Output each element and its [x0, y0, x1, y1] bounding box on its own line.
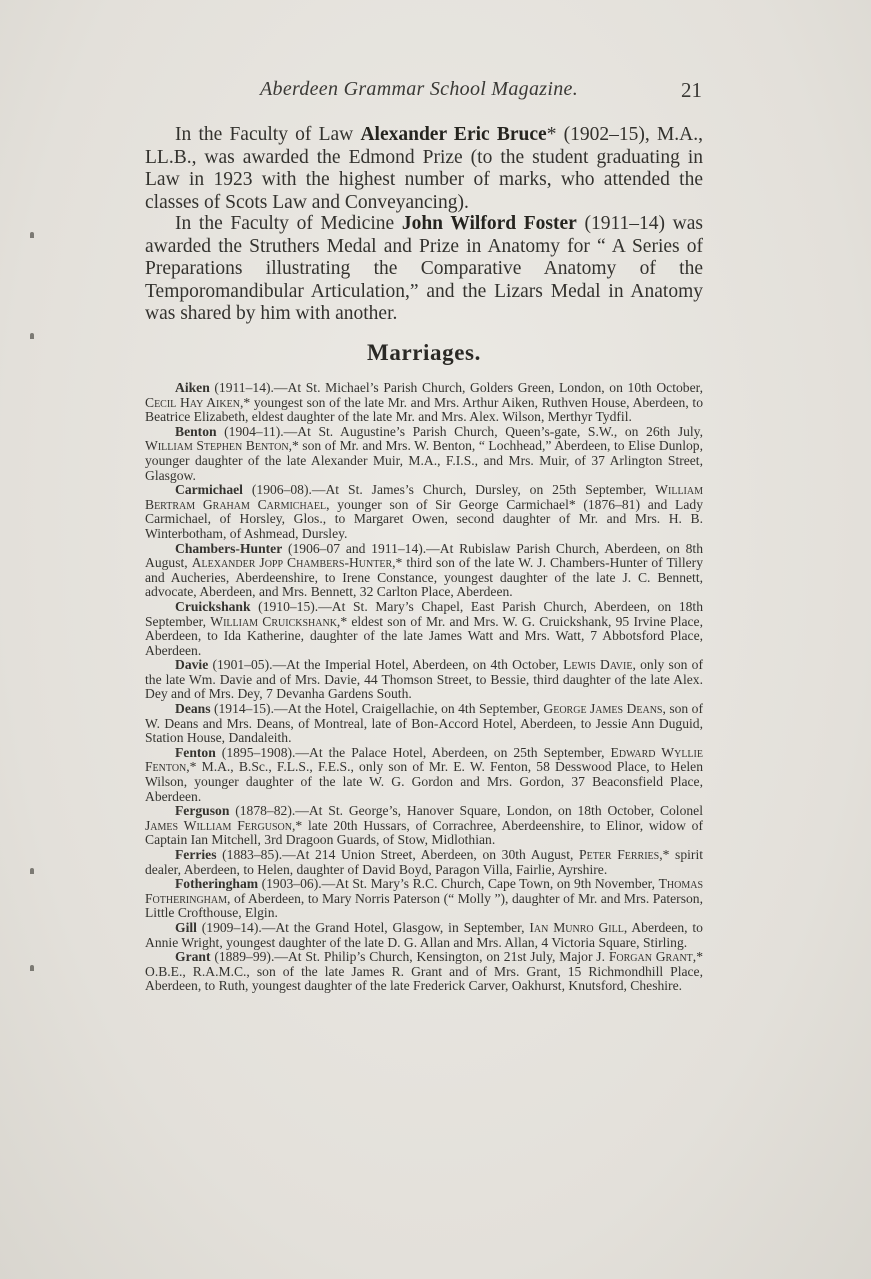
page-number: 21: [681, 78, 702, 102]
entry-surname: Aiken: [175, 380, 210, 395]
entry-fullname: Edward Wyllie Fenton: [145, 744, 703, 775]
entry-surname: Chambers-Hunter: [175, 540, 283, 556]
entry-surname: Cruickshank: [175, 598, 251, 614]
entry-fullname: Lewis Davie: [563, 657, 633, 673]
entry-fullname: James William Ferguson: [145, 817, 293, 833]
entry-fullname: Forgan Grant: [608, 949, 693, 965]
entry-surname: Benton: [175, 423, 217, 439]
section-title: Marriages.: [367, 340, 481, 365]
honoree-name: Alexander Eric Bruce: [360, 124, 547, 145]
entry-fullname: Thomas Fotheringham: [145, 876, 703, 906]
honoree-name: John Wilford Foster: [401, 213, 577, 234]
running-title: Aberdeen Grammar School Magazine.: [260, 78, 578, 100]
margin-mark: [30, 232, 34, 238]
entry-surname: Fotheringham: [175, 876, 259, 892]
marriage-entry: Benton (1904–11).—At St. Augustine’s Parish Church, Queen’s-gate, S.W., on 26th July, William Stephen Benton,* son of Mr. and Mrs. W. Benton, “ Lochhead,” Aberdeen, to Elise Dunlop, younger daughter of the late Alexander Muir, M.A., F.I.S., and Mrs. Muir, of 37 Arlington Street, Glasgow.: [145, 423, 703, 483]
entry-fullname: Ian Munro Gill: [529, 919, 624, 935]
entry-fullname: William Stephen Benton: [145, 438, 289, 454]
marriage-entry: Gill (1909–14).—At the Grand Hotel, Glasgow, in September, Ian Munro Gill, Aberdeen, to Annie Wright, youngest daughter of the late D. G. Allan and Mrs. Allan, 4 Victoria Square, Stirling.: [145, 919, 703, 950]
entry-surname: Ferries: [175, 847, 217, 862]
entry-fullname: William Bertram Graham Carmichael: [145, 482, 703, 512]
marriages-list: [145, 381, 703, 994]
entry-surname: Grant: [175, 949, 211, 965]
entry-surname: Fenton: [175, 744, 216, 760]
marriage-entry: Fotheringham (1903–06).—At St. Mary’s R.C. Church, Cape Town, on 9th November, Thomas Fotheringham, of Aberdeen, to Mary Norris Paterson (“ Molly ”), daughter of Mr. and Mrs. Paterson, Little Crofthouse, Elgin.: [145, 876, 703, 921]
running-header: [252, 78, 704, 104]
marriage-entry: Fenton (1895–1908).—At the Palace Hotel, Aberdeen, on 25th September, Edward Wyllie Fenton,* M.A., B.Sc., F.L.S., F.E.S., only son of Mr. E. W. Fenton, 58 Desswood Place, to Helen Wilson, younger daughter of the late W. G. Gordon and Mrs. Gordon, 37 Beaconsfield Place, Aberdeen.: [145, 744, 703, 804]
intro-paragraph-medicine: In the Faculty of Medicine John Wilford Foster (1911–14) was awarded the Struthers Medal and Prize in Anatomy for “ A Series of Preparations illustrating the Comparative Anatomy of the Temporomandibular Articulation,” and the Lizars Medal in Anatomy was shared by him with another.: [145, 213, 704, 324]
marriage-entry: Ferguson (1878–82).—At St. George’s, Hanover Square, London, on 18th October, Colonel James William Ferguson,* late 20th Hussars, of Corrachree, Aberdeenshire, to Elinor, widow of Captain Ian Mitchell, 3rd Dragoon Guards, of Stow, Midlothian.: [145, 803, 704, 848]
margin-mark: [30, 965, 34, 971]
marriage-entry: Cruickshank (1910–15).—At St. Mary’s Chapel, East Parish Church, Aberdeen, on 18th September, William Cruickshank,* eldest son of Mr. and Mrs. W. G. Cruickshank, 95 Irvine Place, Aberdeen, to Ida Katherine, daughter of the late James Watt and Mrs. Watt, 7 Abbotsford Place, Aberdeen.: [145, 598, 703, 658]
intro-paragraph-law: In the Faculty of Law Alexander Eric Bruce* (1902–15), M.A., LL.B., was awarded the Edmond Prize (to the student graduating in Law in 1923 with the highest number of marks, who attended the classes of Scots Law and Conveyancing).: [145, 124, 703, 213]
marriage-entry: Grant (1889–99).—At St. Philip’s Church, Kensington, on 21st July, Major J. Forgan Grant,* O.B.E., R.A.M.C., son of the late James R. Grant and of Mrs. Grant, 15 Richmondhill Place, Aberdeen, to Ruth, youngest daughter of the late Frederick Carver, Oakhurst, Knutsford, Cheshire.: [145, 949, 703, 994]
marriage-entry: Chambers-Hunter (1906–07 and 1911–14).—At Rubislaw Parish Church, Aberdeen, on 8th August, Alexander Jopp Chambers-Hunter,* third son of the late W. J. Chambers-Hunter of Tillery and Aucheries, Aberdeenshire, to Irene Constance, youngest daughter of the late J. C. Bennett, advocate, Aberdeen, and Mrs. Bennett, 32 Carlton Place, Aberdeen.: [145, 540, 703, 600]
marriage-entry: Ferries (1883–85).—At 214 Union Street, Aberdeen, on 30th August, Peter Ferries,* spirit dealer, Aberdeen, to Helen, daughter of David Boyd, Paragon Villa, Fairlie, Ayrshire.: [145, 847, 704, 877]
entry-surname: Deans: [175, 701, 211, 717]
entry-fullname: Cecil Hay Aiken: [145, 394, 240, 410]
marriage-entry: Davie (1901–05).—At the Imperial Hotel, Aberdeen, on 4th October, Lewis Davie, only son of the late Wm. Davie and of Mrs. Davie, 44 Thomson Street, to Bessie, third daughter of the late Alex. Dey and of Mrs. Dey, 7 Devanha Gardens South.: [145, 657, 703, 702]
marriage-entry: Deans (1914–15).—At the Hotel, Craigellachie, on 4th September, George James Deans, son of W. Deans and Mrs. Deans, of Montreal, late of Bon-Accord Hotel, Aberdeen, to Jessie Ann Duguid, Station House, Dandaleith.: [145, 701, 704, 746]
entry-surname: Davie: [175, 657, 209, 673]
margin-mark: [30, 333, 34, 339]
marriage-entry: Carmichael (1906–08).—At St. James’s Church, Dursley, on 25th September, William Bertram Graham Carmichael, younger son of Sir George Carmichael* (1876–81) and Lady Carmichael, of Horsley, Glos., to Margaret Owen, second daughter of Mr. and Mrs. H. B. Winterbotham, of Ashmead, Dursley.: [145, 482, 703, 541]
entry-surname: Carmichael: [175, 482, 243, 498]
entry-fullname: William Cruickshank: [210, 613, 337, 629]
entry-surname: Ferguson: [175, 803, 230, 819]
entry-fullname: George James Deans: [543, 701, 663, 717]
entry-fullname: Peter Ferries: [579, 847, 660, 862]
marriage-entry: Aiken (1911–14).—At St. Michael’s Parish Church, Golders Green, London, on 10th October, Cecil Hay Aiken,* youngest son of the late Mr. and Mrs. Arthur Aiken, Ruthven House, Aberdeen, to Beatrice Elizabeth, eldest daughter of the late Mr. and Mrs. Alex. Wilson, Merthyr Tydfil.: [145, 380, 703, 425]
entry-fullname: Alexander Jopp Chambers-Hunter: [191, 555, 393, 571]
entry-surname: Gill: [175, 919, 197, 935]
margin-mark: [30, 868, 34, 874]
